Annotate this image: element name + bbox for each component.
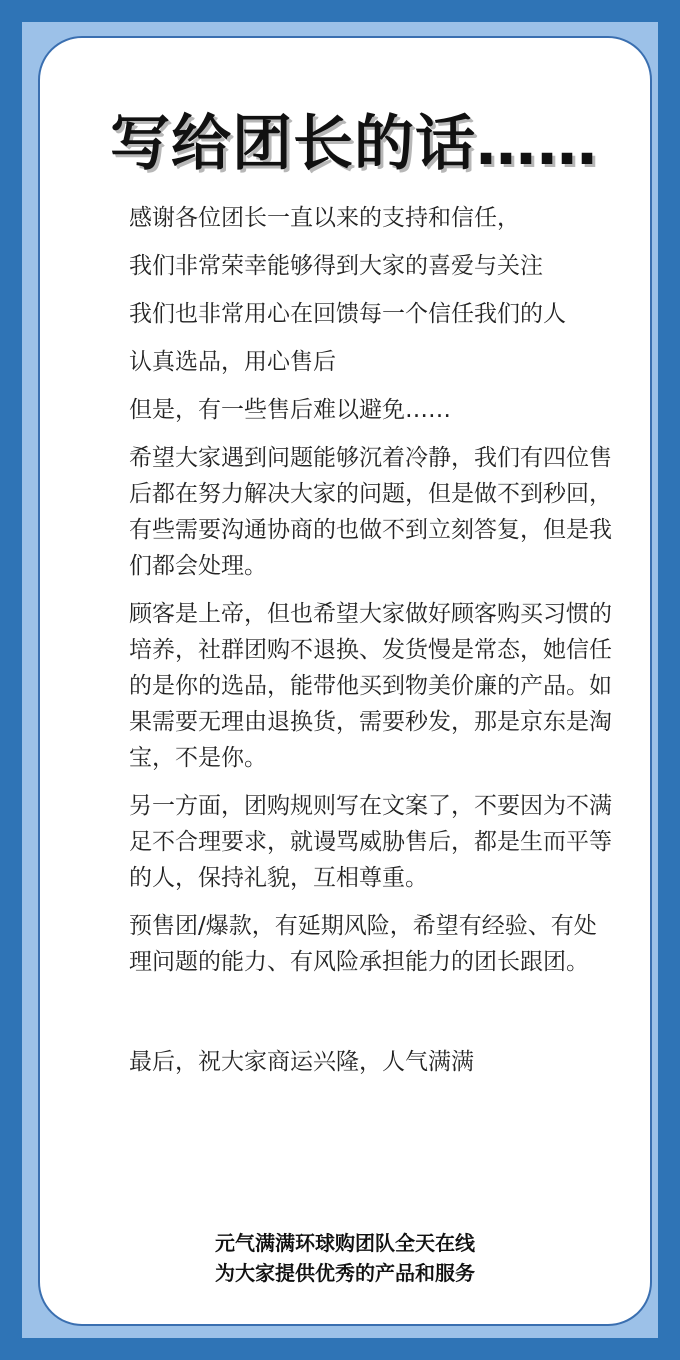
page-title: 写给团长的话…… xyxy=(110,109,598,179)
paragraph-rules: 另一方面，团购规则写在文案了，不要因为不满足不合理要求，就谩骂威胁售后，都是生而平等的人，保持礼貌，互相尊重。 xyxy=(129,793,612,891)
footer-slogan xyxy=(40,1228,650,1288)
footer-line-online: 元气满满环球购团队全天在线 xyxy=(215,1231,475,1255)
footer-line-service: 为大家提供优秀的产品和服务 xyxy=(215,1261,475,1285)
paragraph-patience: 希望大家遇到问题能够沉着冷静，我们有四位售后都在努力解决大家的问题，但是做不到秒回，有些需要沟通协商的也做不到立刻答复，但是我们都会处理。 xyxy=(129,445,612,579)
paragraph-honored: 我们非常荣幸能够得到大家的喜爱与关注 xyxy=(129,253,543,279)
paragraph-presale-risk: 预售团/爆款，有延期风险，希望有经验、有处理问题的能力、有风险承担能力的团长跟团。 xyxy=(129,913,597,975)
paragraph-dedication: 我们也非常用心在回馈每一个信任我们的人 xyxy=(129,301,566,327)
paragraph-after-sales: 但是，有一些售后难以避免…… xyxy=(129,397,451,423)
letter-body xyxy=(129,200,619,1092)
paragraph-closing-wishes: 最后，祝大家商运兴隆，人气满满 xyxy=(129,1049,474,1075)
letter-card xyxy=(38,36,652,1326)
paragraph-thanks: 感谢各位团长一直以来的支持和信任， xyxy=(129,205,520,231)
paragraph-selection: 认真选品，用心售后 xyxy=(129,349,336,375)
paragraph-customer-habits: 顾客是上帝，但也希望大家做好顾客购买习惯的培养，社群团购不退换、发货慢是常态，她信任的是你的选品，能带他买到物美价廉的产品。如果需要无理由退换货，需要秒发，那是京东是淘宝，不是你。 xyxy=(129,601,612,771)
